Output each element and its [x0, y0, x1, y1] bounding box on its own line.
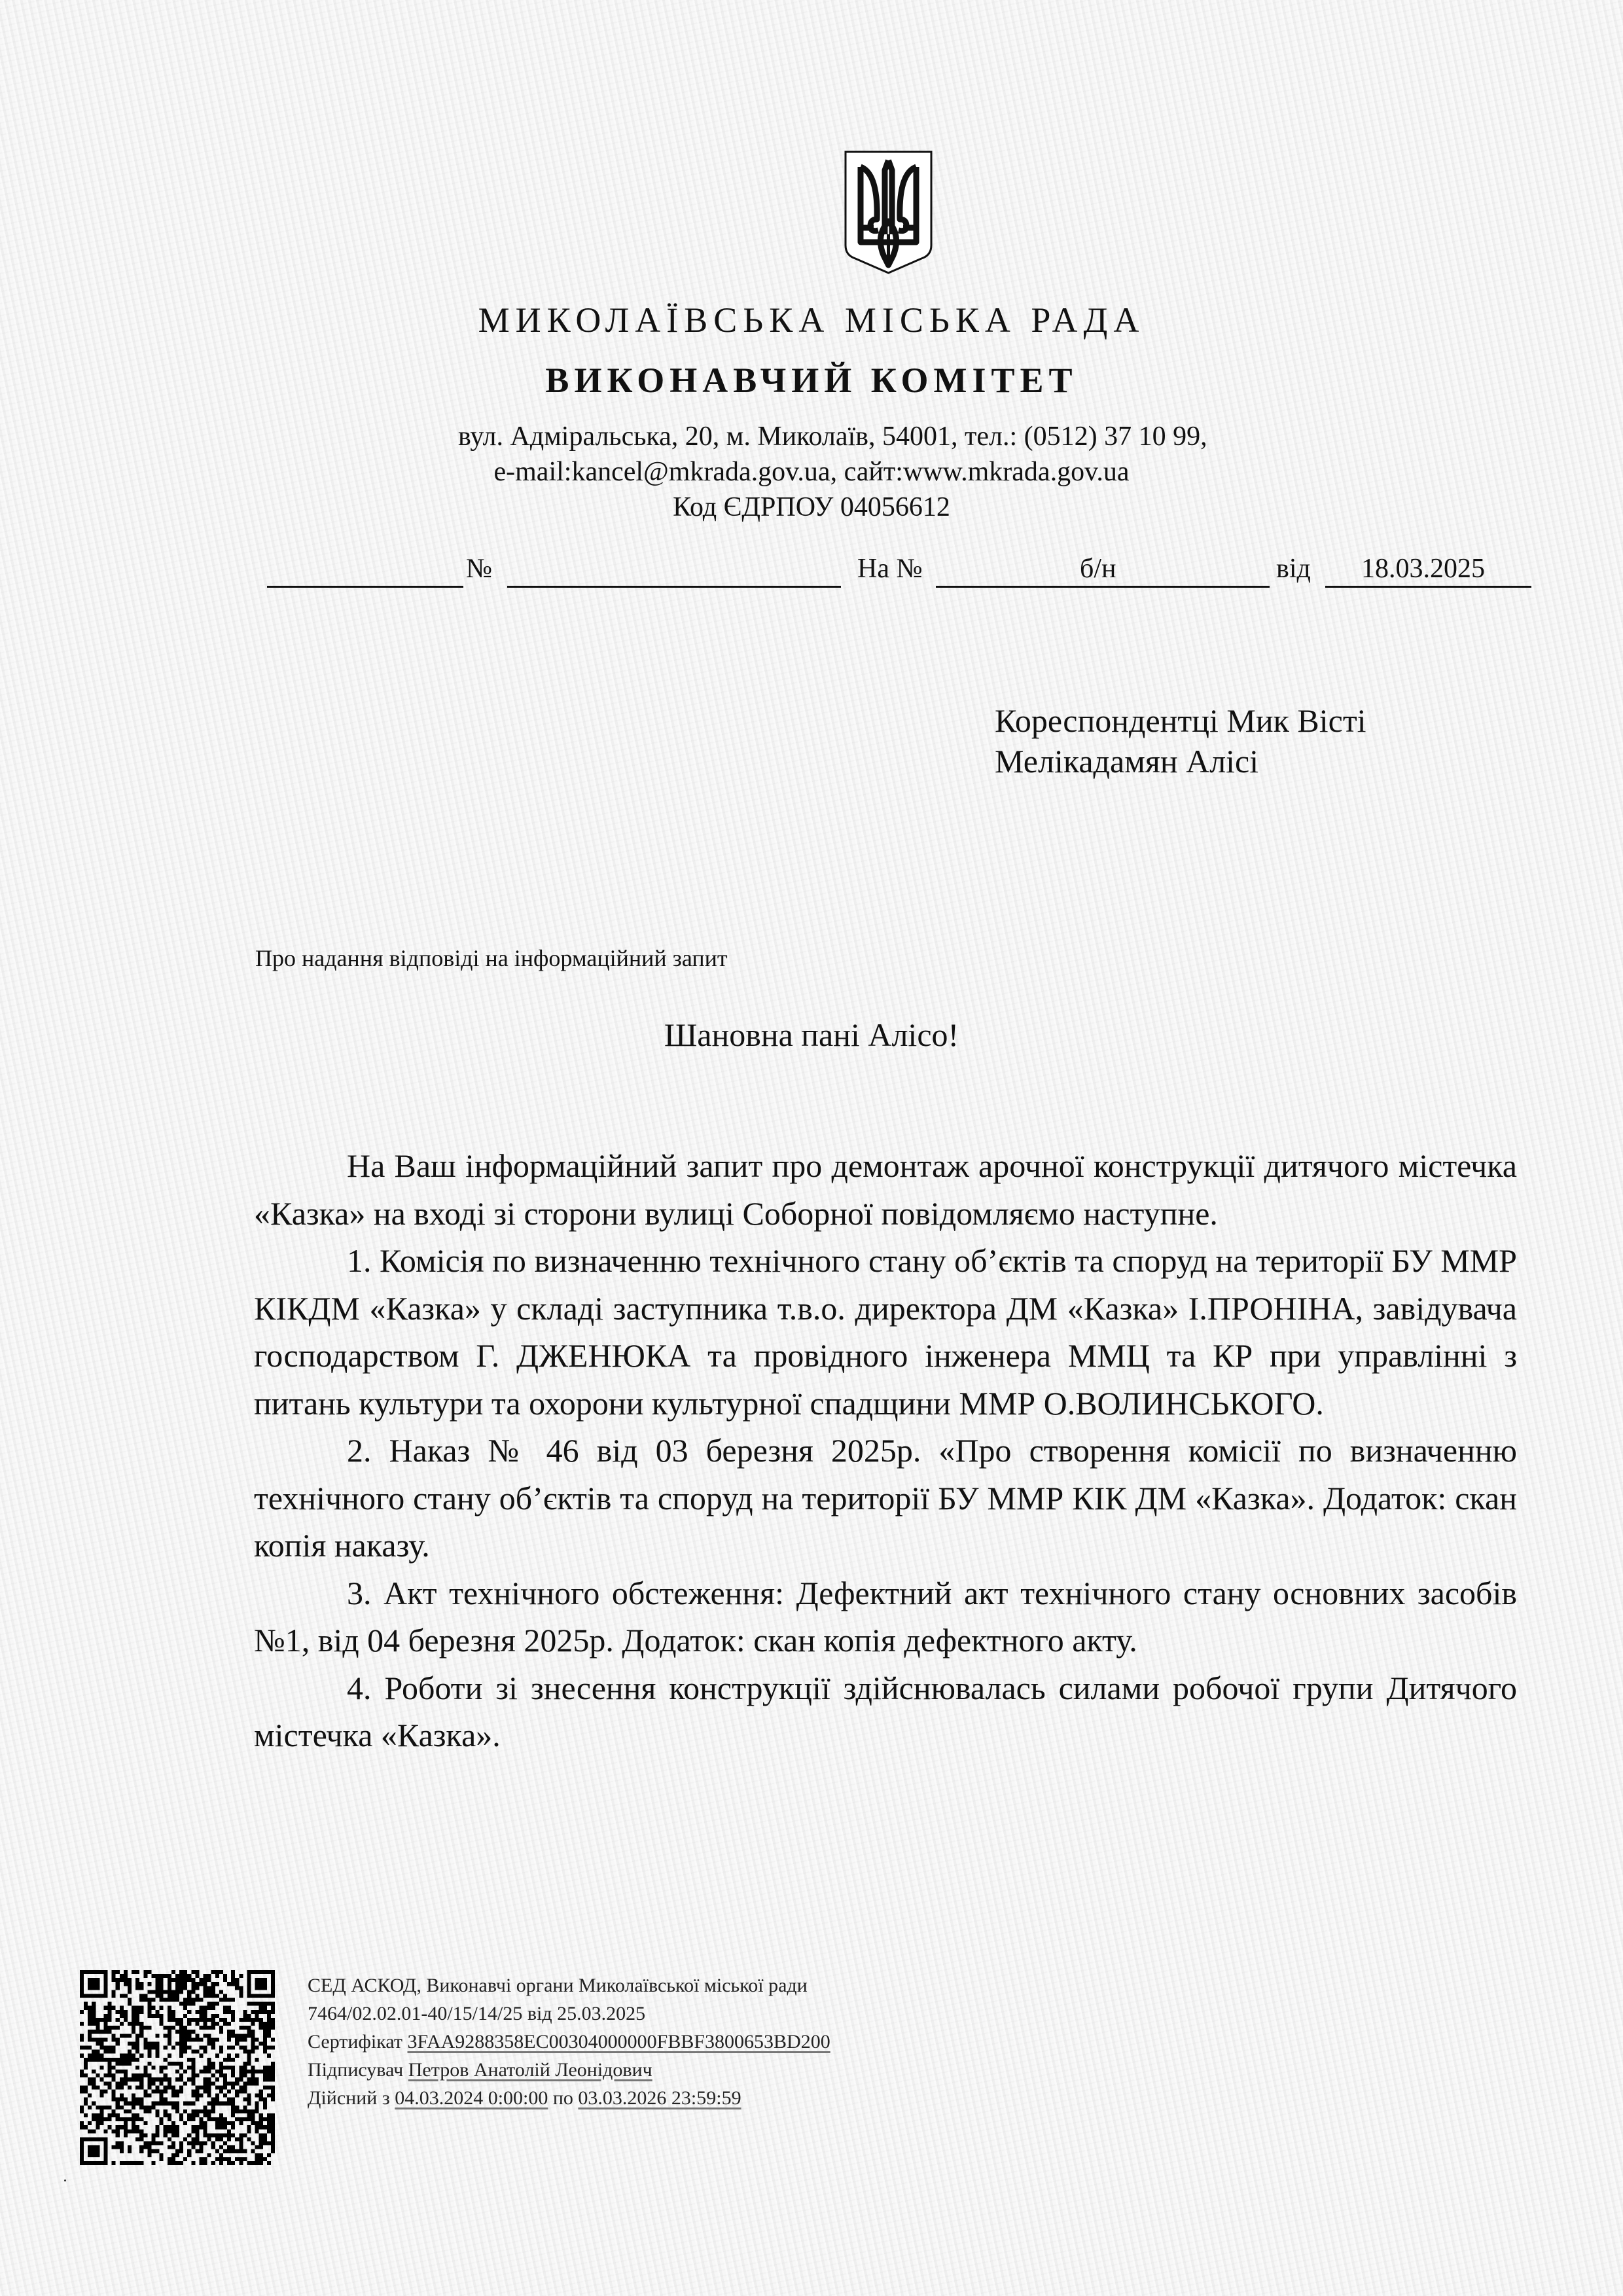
body-paragraph-1: 1. Комісія по визначенню технічного стану об’єктів та споруд на території БУ ММР КІКДМ «Казка» у складі заступника т.в.о. директора ДМ «Казка» І.ПРОНІНА, завідувача господарством Г. ДЖЕНЮКА та провідного інженера ММЦ та КР при управлінні з питань культури та охорони культурної спадщини ММР О.ВОЛИНСЬКОГО.: [254, 1242, 1517, 1422]
validity-line: [308, 2084, 830, 2112]
subject-line: Про надання відповіді на інформаційний запит: [255, 945, 728, 971]
date-value: 18.03.2025: [1361, 554, 1485, 584]
in-reply-number-line: [936, 586, 1270, 588]
in-reply-label: На №: [857, 554, 923, 584]
qr-code-icon: [80, 1970, 275, 2165]
body-paragraph-2: 2. Наказ № 46 від 03 березня 2025р. «Про створення комісії по визначенню технічного стану об’єктів та споруд на території БУ ММР КІК ДМ «Казка». Додаток: скан копія наказу.: [254, 1432, 1517, 1564]
valid-from: 04.03.2024 0:00:00: [395, 2087, 548, 2109]
sed-system-line: СЕД АСКОД, Виконавчі органи Миколаївської міської ради: [308, 1975, 808, 1996]
number-sign: №: [466, 554, 493, 584]
certificate-label: Сертифікат: [308, 2031, 403, 2053]
body-paragraph-3: 3. Акт технічного обстеження: Дефектний акт технічного стану основних засобів №1, від 04 березня 2025р. Додаток: скан копія дефектного акту.: [254, 1574, 1517, 1659]
outgoing-date-blank: [267, 586, 463, 588]
qr-modules: [80, 1970, 275, 2165]
recipient-block: [995, 700, 1366, 781]
valid-label: Дійсний з: [308, 2087, 390, 2109]
scan-speck: [64, 2179, 66, 2181]
registration-line: 7464/02.02.01-40/15/14/25 від 25.03.2025: [308, 2003, 646, 2024]
committee-name: ВИКОНАВЧИЙ КОМІТЕТ: [545, 361, 1078, 400]
certificate-value: 3FAA9288358EC00304000000FBBF3800653BD200: [407, 2031, 830, 2053]
address-line: вул. Адміральська, 20, м. Миколаїв, 54001, тел.: (0512) 37 10 99,: [458, 422, 1207, 452]
date-line: [1325, 586, 1531, 588]
council-name: МИКОЛАЇВСЬКА МІСЬКА РАДА: [478, 300, 1145, 340]
date-label: від: [1276, 554, 1311, 584]
recipient-line-1: Кореспондентці Мик Вісті: [995, 702, 1366, 739]
in-reply-number: б/н: [1080, 554, 1116, 584]
signer-label: Підписувач: [308, 2059, 404, 2081]
contacts-line: e-mail:kancel@mkrada.gov.ua, сайт:www.mkrada.gov.ua: [493, 457, 1130, 487]
signer-value: Петров Анатолій Леонідович: [408, 2059, 652, 2081]
body-paragraph-intro: На Ваш інформаційний запит про демонтаж арочної конструкції дитячого містечка «Казка» на вході зі сторони вулиці Соборної повідомляємо наступне.: [254, 1147, 1517, 1232]
greeting: Шановна пані Алісо!: [664, 1016, 959, 1053]
e-signature-block: [308, 1971, 830, 2112]
valid-to-label: по: [552, 2087, 573, 2109]
edrpou-code: Код ЄДРПОУ 04056612: [673, 492, 950, 522]
reference-line: [262, 553, 1531, 592]
recipient-line-2: Мелікадамян Алісі: [995, 743, 1259, 780]
coat-of-arms-icon: [844, 151, 933, 275]
letter-body: [254, 1142, 1517, 1759]
signer-line: [308, 2056, 830, 2084]
body-paragraph-4: 4. Роботи зі знесення конструкції здійснювалась силами робочої групи Дитячого містечка «Казка».: [254, 1669, 1517, 1753]
certificate-line: [308, 2028, 830, 2056]
outgoing-number-blank: [507, 586, 841, 588]
valid-to: 03.03.2026 23:59:59: [578, 2087, 741, 2109]
